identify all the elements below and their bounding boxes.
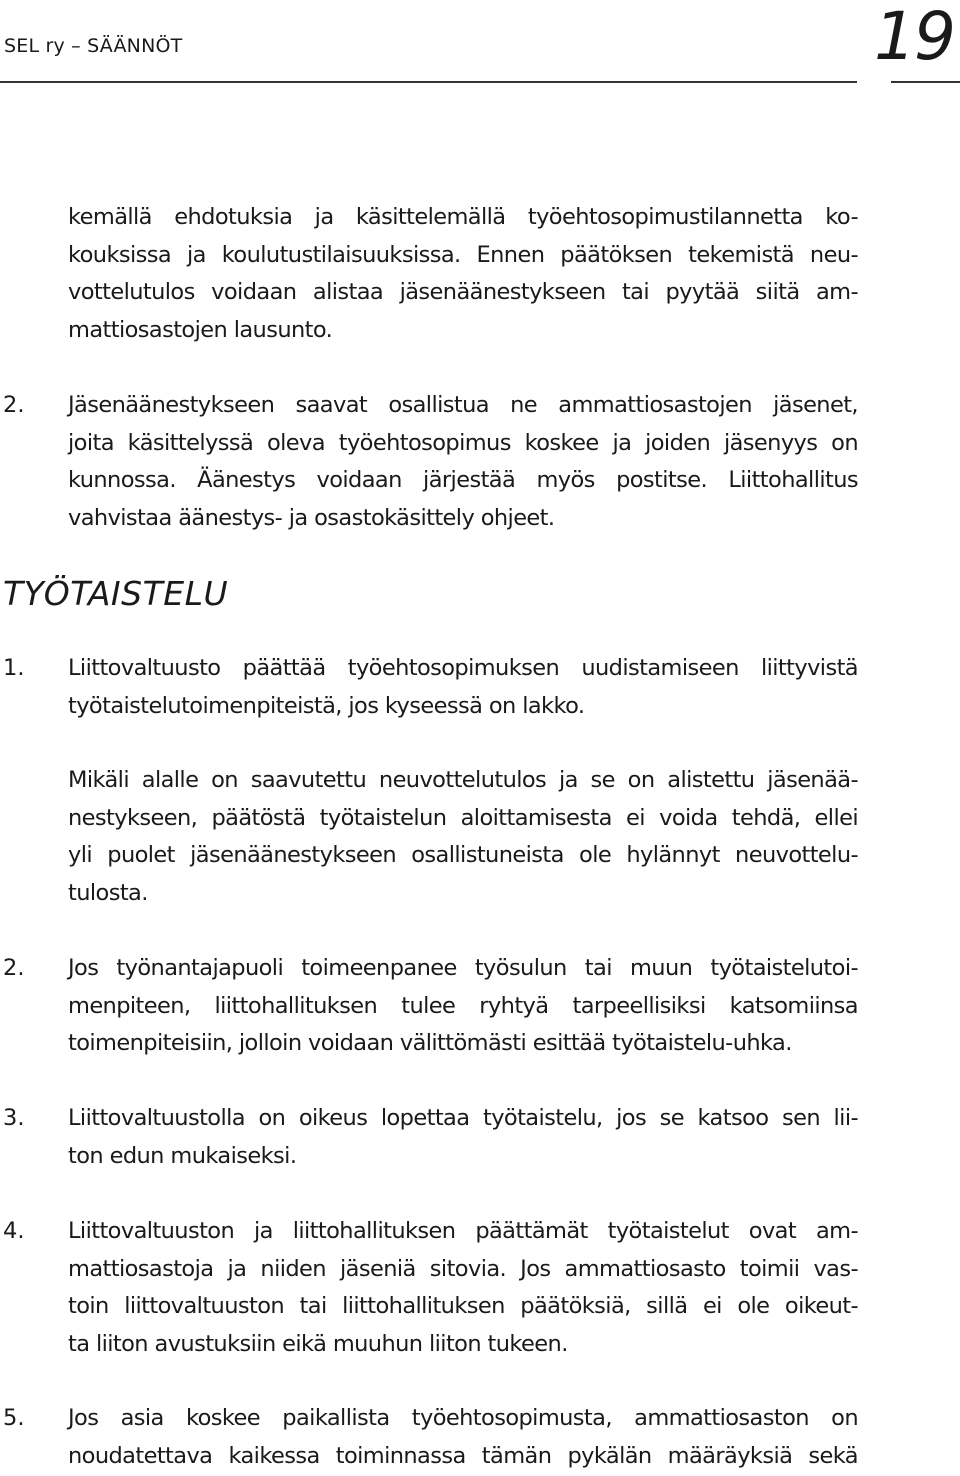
text-line: mattiosastojen lausunto. [68, 316, 333, 343]
text-line: toimenpiteisiin, jolloin voidaan välittömästi esittää työtaistelu-uhka. [68, 1030, 792, 1056]
text-line: työtaistelutoimenpiteistä, jos kyseessä on lakko. [68, 692, 585, 719]
item-number: 2. [3, 392, 25, 418]
text-line: kunnossa. Äänestys voidaan järjestää myös postitse. Liittohallitus [68, 467, 858, 493]
text-line: nestykseen, päätöstä työtaistelun aloittamisesta ei voida tehdä, ellei [68, 804, 858, 831]
text-line: yli puolet jäsenäänestykseen osallistuneista ole hylännyt neuvottelu- [68, 842, 858, 868]
text-line: joita käsittelyssä oleva työehtosopimus koskee ja joiden jäsenyys on [68, 429, 858, 456]
item-3-paragraph [68, 1100, 858, 1175]
text-line: menpiteen, liittohallituksen tulee ryhtyä tarpeellisiksi katsomiinsa [68, 992, 858, 1019]
text-line: tulosta. [68, 879, 148, 906]
item-number: 1. [3, 655, 25, 681]
item-1-continued-paragraph [68, 762, 858, 912]
text-line: mattiosastoja ja niiden jäseniä sitovia. Jos ammattiosasto toimii vas- [68, 1255, 858, 1282]
item-2-paragraph [68, 950, 858, 1063]
text-line: Liittovaltuusto päättää työehtosopimuksen uudistamiseen liittyvistä [68, 655, 858, 681]
text-line: Liittovaltuustolla on oikeus lopettaa työtaistelu, jos se katsoo sen lii- [68, 1105, 858, 1131]
text-line: Mikäli alalle on saavutettu neuvottelutulos ja se on alistettu jäsenää- [68, 767, 858, 793]
page-number: 19 [874, 0, 954, 75]
text-line: noudatettava kaikessa toiminnassa tämän pykälän määräyksiä sekä [68, 1442, 858, 1469]
section-heading: TYÖTAISTELU [3, 574, 229, 613]
item-number: 4. [3, 1218, 25, 1244]
text-line: Liittovaltuuston ja liittohallituksen päättämät työtaistelut ovat am- [68, 1218, 858, 1244]
intro-paragraph [68, 199, 858, 349]
text-line: ton edun mukaiseksi. [68, 1142, 297, 1169]
item-number: 3. [3, 1105, 25, 1131]
item-number: 2. [3, 955, 25, 981]
text-line: ta liiton avustuksiin eikä muuhun liiton tukeen. [68, 1330, 568, 1357]
text-line: kouksissa ja koulutustilaisuuksissa. Ennen päätöksen tekemistä neu- [68, 241, 858, 268]
text-line: Jos työnantajapuoli toimeenpanee työsulun tai muun työtaistelutoi- [68, 955, 858, 981]
item-number: 5. [3, 1405, 25, 1431]
text-line: vahvistaa äänestys- ja osastokäsittely ohjeet. [68, 504, 555, 531]
item-5-paragraph [68, 1400, 858, 1475]
text-line: Jäsenäänestykseen saavat osallistua ne ammattiosastojen jäsenet, [68, 392, 858, 418]
text-line: Jos asia koskee paikallista työehtosopimusta, ammattiosaston on [68, 1405, 858, 1431]
header-rule-right [891, 81, 960, 83]
item-2-top-paragraph [68, 387, 858, 537]
header-rule [0, 81, 857, 83]
item-4-paragraph [68, 1213, 858, 1363]
text-line: vottelutulos voidaan alistaa jäsenäänestykseen tai pyytää siitä am- [68, 279, 858, 305]
text-line: kemällä ehdotuksia ja käsittelemällä työehtosopimustilannetta ko- [68, 204, 858, 230]
item-1-paragraph [68, 650, 858, 725]
text-line: toin liittovaltuuston tai liittohallituksen päätöksiä, sillä ei ole oikeut- [68, 1293, 858, 1319]
document-header-title: SEL ry – SÄÄNNÖT [4, 35, 183, 57]
